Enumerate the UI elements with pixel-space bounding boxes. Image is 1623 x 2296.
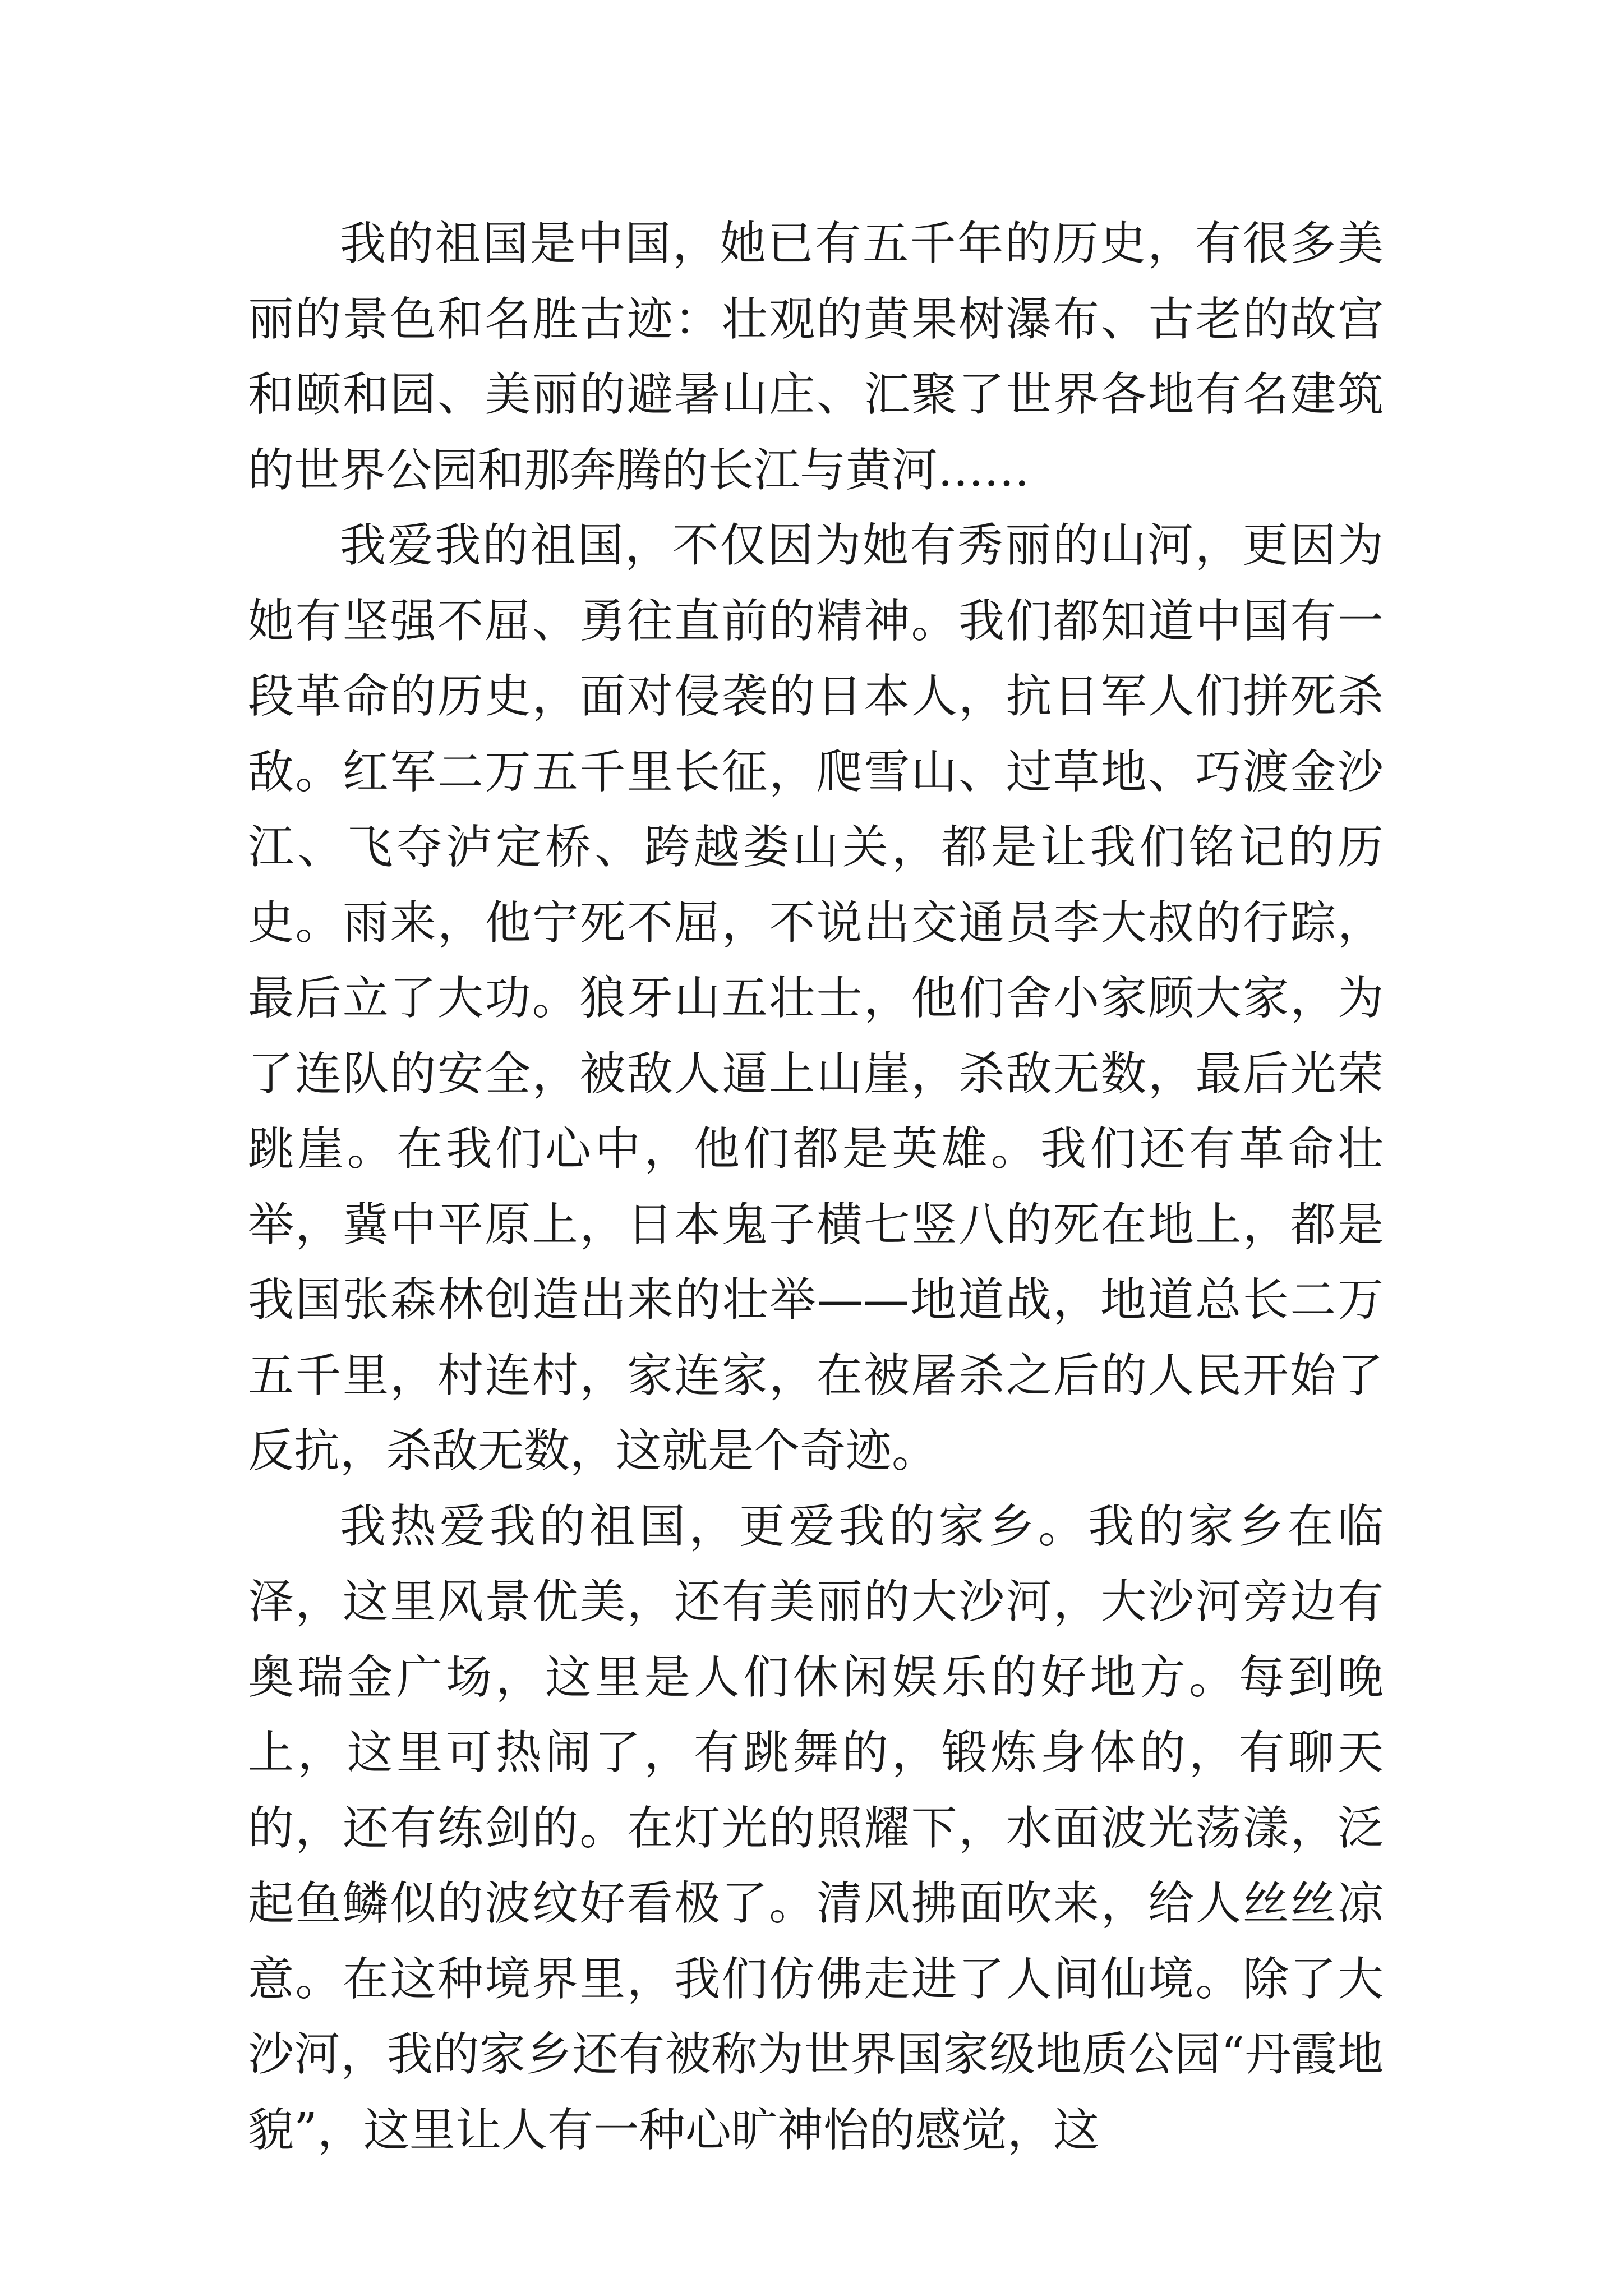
paragraph-1: 我的祖国是中国，她已有五千年的历史，有很多美丽的景色和名胜古迹：壮观的黄果树瀑布、古老的故宫和颐和园、美丽的避暑山庄、汇聚了世界各地有名建筑的世界公园和那奔腾的长江与黄河…… [248, 217, 1384, 497]
paragraph-2: 我爱我的祖国，不仅因为她有秀丽的山河，更因为她有坚强不屈、勇往直前的精神。我们都知道中国有一段革命的历史，面对侵袭的日本人，抗日军人们拼死杀敌。红军二万五千里长征，爬雪山、过草地、巧渡金沙江、飞夺泸定桥、跨越娄山关，都是让我们铭记的历史。雨来，他宁死不屈，不说出交通员李大叔的行踪，最后立了大功。狼牙山五壮士，他们舍小家顾大家，为了连队的安全，被敌人逼上山崖，杀敌无数，最后光荣跳崖。在我们心中，他们都是英雄。我们还有革命壮举，冀中平原上，日本鬼子横七竖八的死在地上，都是我国张森林创造出来的壮举——地道战，地道总长二万五千里，村连村，家连家，在被屠杀之后的人民开始了反抗，杀敌无数，这就是个奇迹。 [248, 519, 1384, 1478]
paragraph-3: 我热爱我的祖国，更爱我的家乡。我的家乡在临泽，这里风景优美，还有美丽的大沙河，大沙河旁边有奥瑞金广场，这里是人们休闲娱乐的好地方。每到晚上，这里可热闹了，有跳舞的，锻炼身体的，有聊天的，还有练剑的。在灯光的照耀下，水面波光荡漾，泛起鱼鳞似的波纹好看极了。清风拂面吹来，给人丝丝凉意。在这种境界里，我们仿佛走进了人间仙境。除了大沙河，我的家乡还有被称为世界国家级地质公园“丹霞地貌”，这里让人有一种心旷神怡的感觉，这 [248, 1499, 1384, 2157]
body-text [248, 206, 1384, 2168]
